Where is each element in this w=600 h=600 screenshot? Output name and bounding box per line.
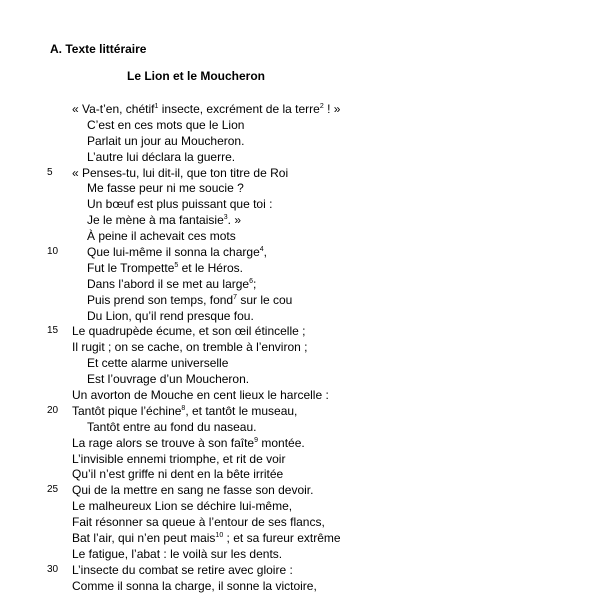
line-segment: Puis prend son temps, fond	[87, 292, 234, 307]
line-text	[87, 292, 292, 308]
line-segment: Tantôt entre au fond du naseau.	[87, 419, 257, 434]
poem-line	[0, 165, 600, 181]
poem-lines	[0, 101, 600, 594]
poem-line	[0, 117, 600, 133]
poem-line	[0, 292, 600, 308]
footnote-marker: 2	[319, 103, 324, 110]
line-text	[87, 308, 254, 324]
poem-line	[0, 466, 600, 482]
line-text	[72, 514, 325, 530]
line-text	[72, 165, 288, 181]
poem-line	[0, 260, 600, 276]
line-number: 25	[47, 484, 59, 496]
line-segment: L’invisible ennemi triomphe, et rit de voir	[72, 451, 286, 466]
poem-line	[0, 212, 600, 228]
line-segment: Dans l’abord il se met au large	[87, 276, 250, 291]
poem-line	[0, 276, 600, 292]
poem-line	[0, 530, 600, 546]
poem-line	[0, 244, 600, 260]
line-text	[72, 562, 293, 578]
poem-line	[0, 228, 600, 244]
poem-line	[0, 180, 600, 196]
line-text	[87, 196, 272, 212]
line-segment: sur le cou	[237, 292, 293, 307]
poem-line	[0, 546, 600, 562]
footnote-marker: 1	[154, 103, 159, 110]
line-text	[72, 451, 285, 467]
footnote-marker: 3	[223, 214, 228, 222]
line-text	[87, 276, 256, 292]
footnote-marker: 10	[215, 532, 224, 540]
poem-line	[0, 498, 600, 514]
line-text	[87, 228, 236, 244]
line-segment: Et cette alarme universelle	[87, 356, 229, 371]
line-number: 15	[47, 325, 59, 337]
line-text	[72, 339, 307, 355]
line-segment: Fut le Trompette	[87, 260, 175, 275]
poem-line	[0, 196, 600, 212]
line-segment: ; et sa fureur extrême	[223, 531, 341, 546]
poem-line	[0, 578, 600, 594]
line-segment: , et tantôt le museau,	[185, 403, 298, 418]
line-text	[87, 117, 244, 133]
poem-line	[0, 101, 600, 117]
line-segment: Un avorton de Mouche en cent lieux le harcelle :	[72, 388, 329, 403]
line-segment: Le malheureux Lion se déchire lui-même,	[72, 499, 293, 514]
poem-line	[0, 562, 600, 578]
poem-line	[0, 323, 600, 339]
line-number: 30	[47, 563, 59, 575]
line-text	[72, 498, 292, 514]
section-title: A. Texte littéraire	[50, 42, 147, 56]
footnote-marker: 7	[233, 293, 237, 301]
line-segment: ;	[253, 276, 257, 291]
line-segment: Il rugit ; on se cache, on tremble à l’environ ;	[72, 340, 308, 355]
poem-line	[0, 387, 600, 403]
line-text	[72, 530, 341, 546]
line-text	[72, 546, 282, 562]
poem-line	[0, 149, 600, 165]
line-text	[72, 387, 329, 403]
poem-line	[0, 133, 600, 149]
line-segment: « Va-t’en, chétif	[72, 102, 155, 116]
line-text	[87, 355, 228, 371]
line-segment: Me fasse peur ni me soucie ?	[87, 181, 244, 196]
line-segment: Le quadrupède écume, et son œil étincelle ;	[72, 324, 306, 339]
line-text	[87, 371, 249, 387]
line-segment: L’insecte du combat se retire avec gloire :	[72, 562, 293, 577]
line-segment: et le Héros.	[178, 260, 243, 275]
line-segment: Comme il sonna la charge, il sonne la victoire,	[72, 578, 317, 593]
line-text	[87, 212, 241, 228]
line-text	[87, 133, 244, 149]
poem-line	[0, 355, 600, 371]
footnote-marker: 5	[174, 261, 179, 269]
line-text	[72, 466, 283, 482]
poem-line	[0, 403, 600, 419]
poem-line	[0, 482, 600, 498]
poem-line	[0, 371, 600, 387]
line-segment: C’est en ces mots que le Lion	[87, 117, 245, 132]
line-segment: Que lui-même il sonna la charge	[87, 245, 260, 260]
line-text	[72, 435, 305, 451]
poem-line	[0, 451, 600, 467]
line-segment: Qu’il n’est griffe ni dent en la bête irritée	[72, 467, 284, 482]
line-segment: ,	[263, 245, 268, 260]
poem-line	[0, 419, 600, 435]
poem-line	[0, 435, 600, 451]
line-text	[72, 323, 305, 339]
line-text	[72, 403, 297, 419]
line-segment: Qui de la mettre en sang ne fasse son devoir.	[72, 483, 314, 498]
footnote-marker: 8	[181, 404, 186, 412]
line-text	[87, 419, 256, 435]
poem-title: Le Lion et le Moucheron	[127, 69, 266, 83]
line-segment: . »	[227, 213, 241, 228]
footnote-marker: 9	[254, 436, 259, 444]
line-segment: Bat l’air, qui n’en peut mais	[72, 531, 216, 546]
line-segment: « Penses-tu, lui dit-il, que ton titre de Roi	[72, 165, 289, 180]
line-text	[72, 482, 313, 498]
footnote-marker: 4	[259, 246, 264, 254]
line-segment: Fait résonner sa queue à l’entour de ses flancs,	[72, 515, 325, 530]
poem-line	[0, 514, 600, 530]
line-segment: Je le mène à ma fantaisie	[87, 213, 224, 228]
line-segment: Parlait un jour au Moucheron.	[87, 133, 245, 148]
line-number: 5	[47, 166, 53, 178]
line-segment: L’autre lui déclara la guerre.	[87, 149, 236, 164]
line-number: 20	[47, 404, 59, 416]
line-text	[87, 180, 244, 196]
line-segment: montée.	[258, 435, 305, 450]
line-text	[87, 244, 267, 260]
line-segment: ! »	[323, 102, 341, 116]
line-segment: Du Lion, qu’il rend presque fou.	[87, 308, 254, 323]
line-segment: Le fatigue, l’abat : le voilà sur les dents.	[72, 546, 283, 561]
line-text	[72, 578, 317, 594]
line-segment: La rage alors se trouve à son faîte	[72, 435, 255, 450]
line-text	[72, 101, 340, 117]
line-segment: Tantôt pique l’échine	[72, 403, 182, 418]
line-number: 10	[47, 246, 59, 258]
poem-line	[0, 339, 600, 355]
line-text	[87, 260, 243, 276]
line-segment: Est l’ouvrage d’un Moucheron.	[87, 372, 250, 387]
line-segment: À peine il achevait ces mots	[87, 229, 236, 244]
line-segment: Un bœuf est plus puissant que toi :	[87, 197, 273, 212]
line-segment: insecte, excrément de la terre	[158, 102, 320, 116]
footnote-marker: 6	[249, 277, 253, 285]
poem-line	[0, 308, 600, 324]
line-text	[87, 149, 235, 165]
